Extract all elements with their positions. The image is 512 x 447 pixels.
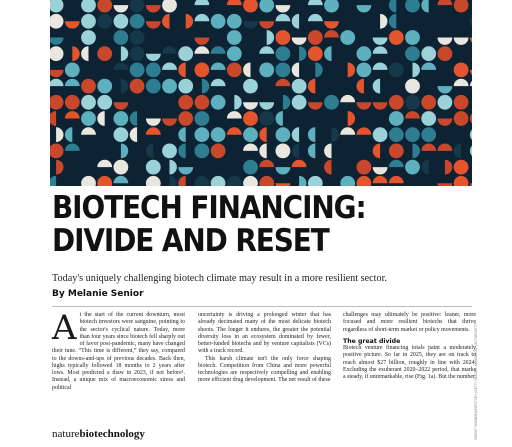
pattern-circle <box>357 176 372 186</box>
pattern-circle <box>276 127 291 142</box>
pattern-half-circle <box>324 144 331 159</box>
pattern-half-circle <box>421 143 436 150</box>
pattern-circle <box>81 176 96 186</box>
body-paragraph: Biotech venture financing totals paint a moderately positive picture. So far in 2025, they are on track to reach almost $27 billion, roughly in line with 2024. Excluding the exuberant 2020–2022 period, that marks a steady, if unremarkable, rise (Fig. 1a). But the number <box>343 345 476 380</box>
pattern-half-circle <box>389 160 404 167</box>
pattern-circle <box>178 111 193 126</box>
pattern-half-circle <box>308 144 315 159</box>
pattern-circle <box>146 79 161 94</box>
pattern-half-circle <box>97 111 104 126</box>
pattern-half-circle <box>308 79 315 94</box>
pattern-circle <box>65 63 80 78</box>
pattern-half-circle <box>234 95 241 110</box>
pattern-circle <box>243 111 258 126</box>
pattern-half-circle <box>276 14 291 21</box>
pattern-circle <box>259 111 274 126</box>
pattern-half-circle <box>65 21 80 28</box>
pattern-circle <box>114 111 129 126</box>
pattern-half-circle <box>130 127 137 142</box>
abstract-circles-pattern-icon <box>50 0 472 186</box>
pattern-half-circle <box>357 127 372 134</box>
pattern-circle <box>130 0 145 13</box>
pattern-circle <box>454 0 469 13</box>
article-headline <box>52 192 366 258</box>
pattern-circle <box>421 95 436 110</box>
pattern-circle <box>97 46 112 61</box>
pattern-half-circle <box>373 167 388 174</box>
pattern-half-circle <box>81 46 88 61</box>
pattern-circle <box>292 95 307 110</box>
pattern-circle <box>454 176 469 186</box>
pattern-circle <box>308 46 323 61</box>
pattern-circle <box>50 95 64 110</box>
body-paragraph <box>52 308 185 392</box>
pattern-half-circle <box>324 21 339 28</box>
pattern-circle <box>130 30 145 45</box>
pattern-circle <box>211 95 226 110</box>
pattern-half-circle <box>276 79 291 86</box>
pattern-circle <box>97 0 112 13</box>
pattern-half-circle <box>389 14 396 29</box>
pattern-circle <box>81 79 96 94</box>
pattern-circle <box>227 46 242 61</box>
body-paragraph: uncertainty is driving a prolonged winter that has already decimated many of the most delicate biotech shoots. The longer it endures, the greater the potential diversity loss in an ecosystem dominated by fewer, better-funded biotechs and by venture capitalists (VCs) with a track record. <box>198 312 331 355</box>
pattern-half-circle <box>202 79 209 94</box>
headline-line-1: BIOTECH FINANCING: <box>52 190 366 226</box>
pattern-half-circle <box>340 127 355 134</box>
pattern-circle <box>421 46 436 61</box>
pattern-half-circle <box>373 144 380 159</box>
pattern-circle <box>114 14 129 29</box>
pattern-circle <box>211 127 226 142</box>
pattern-circle <box>357 63 372 78</box>
pattern-half-circle <box>324 46 331 61</box>
pattern-half-circle <box>130 111 137 126</box>
pattern-circle <box>454 160 469 175</box>
pattern-half-circle <box>413 63 420 78</box>
pattern-circle <box>308 176 323 186</box>
pattern-circle <box>405 30 420 45</box>
pattern-half-circle <box>438 38 453 45</box>
pattern-circle <box>438 46 453 61</box>
pattern-circle <box>130 46 145 61</box>
pattern-half-circle <box>438 144 453 151</box>
pattern-half-circle <box>259 21 274 28</box>
pattern-circle <box>421 127 436 142</box>
pattern-half-circle <box>243 144 258 151</box>
pattern-half-circle <box>438 183 453 186</box>
pattern-half-circle <box>146 54 161 61</box>
pattern-circle <box>130 79 145 94</box>
pattern-half-circle <box>332 127 339 142</box>
pattern-half-circle <box>146 21 161 28</box>
pattern-half-circle <box>195 38 210 45</box>
pattern-circle <box>259 176 274 186</box>
pattern-circle <box>389 144 404 159</box>
pattern-half-circle <box>259 144 266 159</box>
pattern-circle <box>162 79 177 94</box>
pattern-half-circle <box>259 127 266 142</box>
pattern-half-circle <box>162 14 169 29</box>
pattern-circle <box>178 79 193 94</box>
pattern-circle <box>195 63 210 78</box>
pattern-circle <box>65 95 80 110</box>
pattern-half-circle <box>324 160 331 175</box>
pattern-circle <box>454 63 469 78</box>
pattern-circle <box>405 79 420 94</box>
pattern-half-circle <box>470 38 472 45</box>
pattern-half-circle <box>195 46 210 53</box>
pattern-circle <box>405 160 420 175</box>
drop-cap: A <box>52 308 77 348</box>
pattern-half-circle <box>454 144 461 159</box>
pattern-circle <box>340 176 355 186</box>
pattern-half-circle <box>324 30 339 37</box>
pattern-half-circle <box>178 167 193 174</box>
headline-line-2: DIVIDE AND RESET <box>52 223 329 259</box>
pattern-half-circle <box>315 63 322 78</box>
pattern-half-circle <box>470 70 472 77</box>
pattern-half-circle <box>292 160 307 167</box>
pattern-circle <box>470 111 472 126</box>
pattern-half-circle <box>357 102 372 109</box>
pattern-circle <box>454 111 469 126</box>
pattern-half-circle <box>405 111 420 118</box>
pattern-half-circle <box>259 102 274 109</box>
pattern-circle <box>130 63 145 78</box>
pattern-circle <box>243 79 258 94</box>
pattern-circle <box>178 46 193 61</box>
body-column-1 <box>52 308 185 392</box>
pattern-half-circle <box>121 79 128 94</box>
pattern-circle <box>211 14 226 29</box>
pattern-half-circle <box>56 160 63 175</box>
pattern-circle <box>227 30 242 45</box>
pattern-circle <box>130 14 145 29</box>
divider-rule <box>52 306 472 307</box>
pattern-circle <box>243 160 258 175</box>
pattern-half-circle <box>178 144 185 159</box>
pattern-half-circle <box>373 46 388 53</box>
pattern-half-circle <box>438 86 453 93</box>
pattern-circle <box>227 176 242 186</box>
pattern-half-circle <box>72 46 79 61</box>
pattern-half-circle <box>373 63 388 70</box>
pattern-circle <box>389 127 404 142</box>
pattern-half-circle <box>454 79 469 86</box>
pattern-circle <box>211 176 226 186</box>
pattern-half-circle <box>65 79 80 86</box>
pattern-circle <box>389 63 404 78</box>
pattern-half-circle <box>276 5 291 12</box>
pattern-half-circle <box>211 46 226 53</box>
pattern-circle <box>243 0 258 13</box>
pattern-half-circle <box>162 119 177 126</box>
pattern-half-circle <box>170 176 177 186</box>
pattern-half-circle <box>348 111 355 126</box>
pattern-circle <box>454 95 469 110</box>
pattern-half-circle <box>308 14 323 21</box>
pattern-half-circle <box>211 63 226 70</box>
pattern-half-circle <box>178 127 185 142</box>
pattern-half-circle <box>373 176 388 183</box>
pattern-half-circle <box>97 160 112 167</box>
pattern-half-circle <box>195 0 210 5</box>
pattern-circle <box>276 144 291 159</box>
pattern-half-circle <box>292 14 299 29</box>
pattern-half-circle <box>276 111 283 126</box>
pattern-circle <box>81 14 96 29</box>
pattern-half-circle <box>308 102 323 109</box>
pattern-half-circle <box>50 70 64 77</box>
pattern-circle <box>81 0 96 13</box>
pattern-half-circle <box>259 46 274 53</box>
pattern-half-circle <box>308 127 315 142</box>
pattern-half-circle <box>421 0 428 13</box>
pattern-circle <box>178 95 193 110</box>
pattern-circle <box>405 95 420 110</box>
pattern-half-circle <box>413 144 420 159</box>
pattern-half-circle <box>114 63 129 70</box>
brand-suffix: biotechnology <box>79 428 145 440</box>
pattern-half-circle <box>470 79 472 86</box>
pattern-half-circle <box>243 63 250 78</box>
pattern-circle <box>405 127 420 142</box>
pattern-half-circle <box>243 21 258 28</box>
pattern-circle <box>195 95 210 110</box>
pattern-half-circle <box>389 0 396 13</box>
pattern-half-circle <box>356 79 363 94</box>
pattern-circle <box>227 63 242 78</box>
pattern-circle <box>389 30 404 45</box>
pattern-circle <box>292 79 307 94</box>
pattern-circle <box>276 63 291 78</box>
pattern-half-circle <box>243 102 258 109</box>
pattern-circle <box>405 0 420 13</box>
pattern-circle <box>421 111 436 126</box>
body-column-2 <box>198 312 331 385</box>
pattern-circle <box>195 176 210 186</box>
pattern-circle <box>114 160 129 175</box>
pattern-circle <box>357 46 372 61</box>
pattern-half-circle <box>56 127 63 142</box>
pattern-half-circle <box>114 5 129 12</box>
pattern-circle <box>146 160 161 175</box>
pattern-circle <box>259 0 274 13</box>
pattern-circle <box>243 176 258 186</box>
pattern-half-circle <box>438 0 453 5</box>
pattern-circle <box>470 144 472 159</box>
pattern-circle <box>50 14 64 29</box>
pattern-half-circle <box>178 63 185 78</box>
section-subhead: The great divide <box>343 337 401 345</box>
pattern-half-circle <box>373 38 388 45</box>
pattern-half-circle <box>81 127 96 134</box>
pattern-circle <box>243 127 258 142</box>
pattern-half-circle <box>50 176 56 186</box>
pattern-circle <box>97 176 112 186</box>
pattern-half-circle <box>373 102 388 109</box>
pattern-circle <box>470 14 472 29</box>
hero-image <box>50 0 472 186</box>
pattern-half-circle <box>227 127 242 134</box>
pattern-half-circle <box>162 63 177 70</box>
pattern-circle <box>114 127 129 142</box>
pattern-circle <box>227 14 242 29</box>
pattern-circle <box>470 127 472 142</box>
pattern-half-circle <box>50 38 64 45</box>
pattern-half-circle <box>114 102 129 109</box>
pattern-circle <box>162 144 177 159</box>
pattern-half-circle <box>299 46 306 61</box>
pattern-half-circle <box>292 38 307 45</box>
pattern-half-circle <box>421 160 428 175</box>
pattern-circle <box>438 95 453 110</box>
pattern-half-circle <box>146 5 161 12</box>
pattern-half-circle <box>373 79 380 94</box>
pattern-circle <box>146 63 161 78</box>
pattern-half-circle <box>65 127 72 142</box>
pattern-circle <box>162 0 177 13</box>
pattern-half-circle <box>121 46 128 61</box>
pattern-half-circle <box>292 127 299 142</box>
pattern-half-circle <box>211 79 226 86</box>
pattern-half-circle <box>227 111 242 118</box>
pattern-circle <box>324 0 339 13</box>
pattern-half-circle <box>186 14 193 29</box>
pattern-half-circle <box>195 14 210 21</box>
article-byline: By Melanie Senior <box>52 289 144 299</box>
pattern-half-circle <box>162 46 177 53</box>
pattern-half-circle <box>146 127 161 134</box>
article-body <box>52 308 477 426</box>
pattern-circle <box>259 63 274 78</box>
body-paragraph-text: t the start of the current downturn, most biotech investors were sanguine, pointing to the sector's cyclical nature. Today, more than four years since biotech fell sharply out of favor post-pandemic, many have changed their tune. “This time is different,” they say, compared to the downs-and-ups of previous decades. Back then, highs typically followed 18 months to 2 years after lows. Most predicted a thaw in 2023, if not before¹. Instead, a unique mix of macroeconomic stress and political <box>52 312 185 391</box>
pattern-circle <box>50 46 64 61</box>
pattern-circle <box>50 0 64 13</box>
pattern-half-circle <box>276 167 291 174</box>
pattern-half-circle <box>348 63 355 78</box>
pattern-half-circle <box>178 176 185 186</box>
image-credit-text: CREDIT: FRANKRAMSPOTT/E+/GETTY IMAGES; KANGAROO VECTOR/GETTY <box>474 322 478 440</box>
pattern-half-circle <box>65 111 80 118</box>
pattern-circle <box>357 160 372 175</box>
pattern-half-circle <box>267 30 274 45</box>
pattern-circle <box>195 144 210 159</box>
pattern-half-circle <box>292 144 299 159</box>
pattern-half-circle <box>170 160 177 175</box>
pattern-circle <box>97 79 112 94</box>
pattern-half-circle <box>299 176 306 186</box>
pattern-half-circle <box>50 79 64 86</box>
pattern-circle <box>405 46 420 61</box>
pattern-circle <box>276 30 291 45</box>
pattern-half-circle <box>308 0 323 5</box>
pattern-half-circle <box>292 63 299 78</box>
pattern-circle <box>97 95 112 110</box>
pattern-circle <box>195 127 210 142</box>
pattern-half-circle <box>389 176 404 183</box>
body-paragraph: This harsh climate isn't the only force shaping biotech. Competition from China and more powerful technologies are respectively compelling and enabling more efficient drug development. The net result of these <box>198 355 331 384</box>
pattern-circle <box>389 95 404 110</box>
pattern-half-circle <box>445 160 452 175</box>
pattern-half-circle <box>454 38 469 45</box>
article-deck: Today's uniquely challenging biotech climate may result in a more resilient sector. <box>52 273 387 284</box>
pattern-circle <box>81 111 96 126</box>
pattern-circle <box>195 111 210 126</box>
pattern-circle <box>114 30 129 45</box>
pattern-circle <box>81 95 96 110</box>
pattern-half-circle <box>283 95 290 110</box>
pattern-half-circle <box>276 183 291 186</box>
pattern-half-circle <box>65 143 80 150</box>
pattern-half-circle <box>227 0 242 5</box>
pattern-circle <box>308 30 323 45</box>
pattern-half-circle <box>438 119 453 126</box>
pattern-half-circle <box>357 5 372 12</box>
body-column-3 <box>343 312 476 381</box>
body-paragraph: challenges may ultimately be positive: leaner, more focused and more resilient biotechs that thrive regardless of short-term market or policy movements. <box>343 312 476 333</box>
pattern-circle <box>324 95 339 110</box>
pattern-circle <box>389 111 404 126</box>
pattern-circle <box>340 30 355 45</box>
journal-brand <box>52 428 145 440</box>
pattern-circle <box>146 176 161 186</box>
pattern-half-circle <box>380 14 387 29</box>
pattern-half-circle <box>259 160 274 167</box>
pattern-half-circle <box>470 183 472 186</box>
pattern-half-circle <box>340 95 355 102</box>
pattern-half-circle <box>146 119 161 126</box>
pattern-half-circle <box>50 111 56 126</box>
pattern-circle <box>81 30 96 45</box>
pattern-half-circle <box>121 144 128 159</box>
pattern-circle <box>50 144 64 159</box>
pattern-circle <box>97 14 112 29</box>
pattern-circle <box>211 144 226 159</box>
pattern-circle <box>373 127 388 142</box>
brand-prefix: nature <box>52 428 80 440</box>
pattern-half-circle <box>146 144 153 159</box>
pattern-half-circle <box>421 62 436 69</box>
pattern-circle <box>276 46 291 61</box>
pattern-half-circle <box>114 176 129 183</box>
